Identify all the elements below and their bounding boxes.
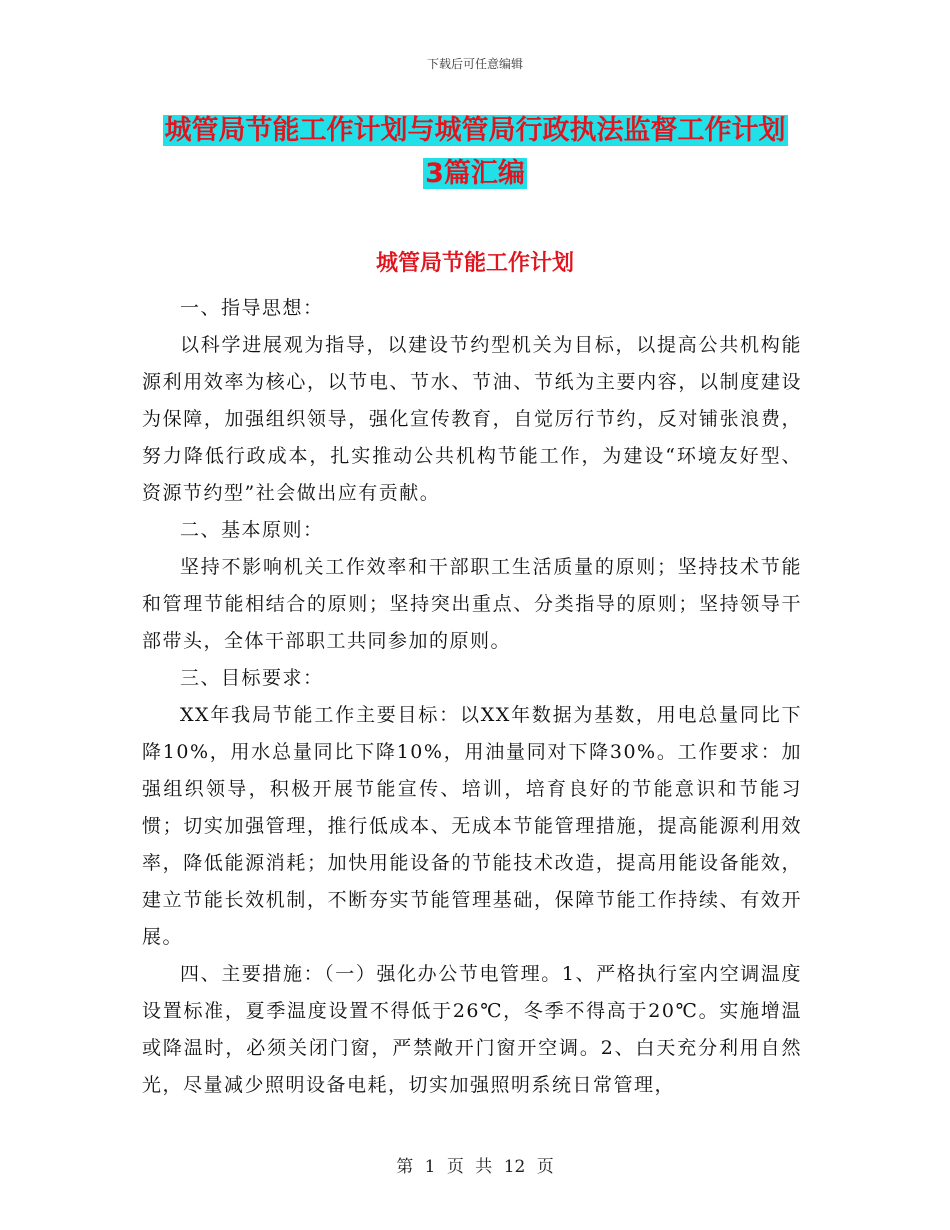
heading-target-requirements: 三、目标要求：: [180, 667, 324, 689]
heading-guiding-ideology: 一、指导思想：: [180, 297, 324, 319]
paragraph-basic-principles: 坚持不影响机关工作效率和干部职工生活质量的原则；坚持技术节能和管理节能相结合的原则；坚持突出重点、分类指导的原则；坚持领导干部带头，全体干部职工共同参加的原则。: [142, 556, 802, 652]
document-title-line-2: [0, 154, 950, 194]
paragraph-target-requirements: XX年我局节能工作主要目标：以XX年数据为基数，用电总量同比下降10%，用水总量同比下降10%，用油量同对下降30%。工作要求：加强组织领导，积极开展节能宣传、培训，培育良好的节能意识和节能习惯；切实加强管理，推行低成本、无成本节能管理措施，提高能源利用效率，降低能源消耗；加快用能设备的节能技术改造，提高用能设备能效，建立节能长效机制，不断夯实节能管理基础，保障节能工作持续、有效开展。: [142, 704, 802, 948]
section-title: 城管局节能工作计划: [375, 251, 574, 276]
title-line-2-text: 3篇汇编: [425, 158, 525, 189]
header-note: 下载后可任意编辑: [426, 57, 523, 71]
document-body: [142, 290, 802, 1104]
title-line-1-text: 城管局节能工作计划与城管局行政执法监督工作计划: [164, 115, 786, 146]
page-footer: 第 1 页 共 12 页: [396, 1157, 554, 1177]
paragraph-main-measures: 四、主要措施：（一）强化办公节电管理。1、严格执行室内空调温度设置标准，夏季温度设置不得低于26℃，冬季不得高于20℃。实施增温或降温时，必须关闭门窗，严禁敞开门窗开空调。2、白天充分利用自然光，尽量减少照明设备电耗，切实加强照明系统日常管理，: [142, 963, 802, 1096]
document-title-line-1: [0, 111, 950, 151]
paragraph-guiding-ideology: 以科学进展观为指导，以建设节约型机关为目标，以提高公共机构能源利用效率为核心，以节电、节水、节油、节纸为主要内容，以制度建设为保障，加强组织领导，强化宣传教育，自觉厉行节约，反对铺张浪费，努力降低行政成本，扎实推动公共机构节能工作，为建设“环境友好型、资源节约型”社会做出应有贡献。: [142, 334, 802, 504]
heading-basic-principles: 二、基本原则：: [180, 519, 324, 541]
